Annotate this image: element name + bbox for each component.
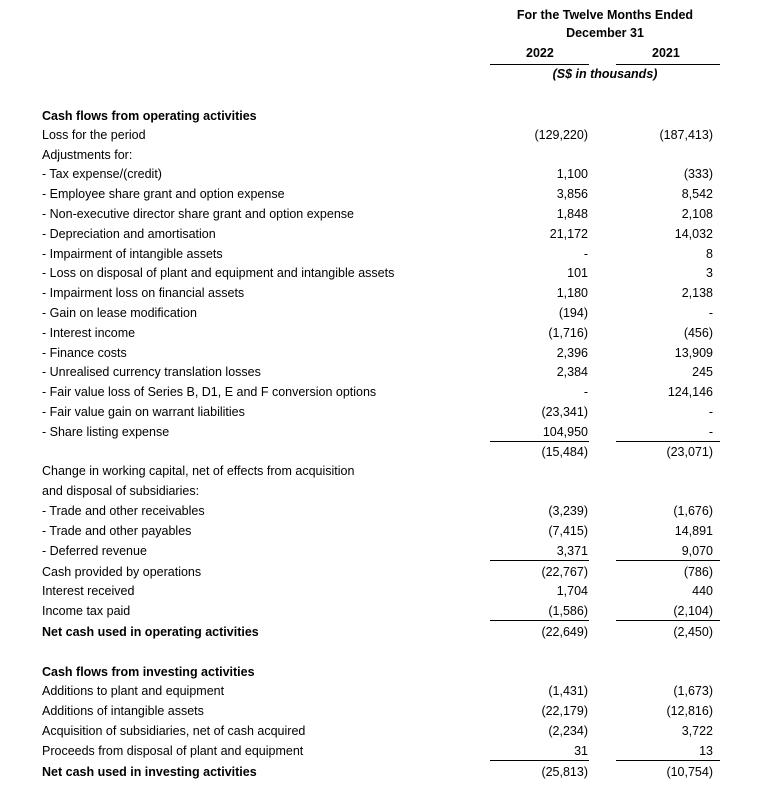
row-label: Acquisition of subsidiaries, net of cash acquired (42, 724, 306, 738)
table-row (0, 224, 769, 244)
value-2022: 21,172 (549, 227, 588, 241)
table-row (0, 402, 769, 422)
value-2022: (1,716) (548, 326, 588, 340)
table-row (0, 701, 769, 721)
row-label: - Unrealised currency translation losses (42, 365, 261, 379)
row-label: - Finance costs (42, 346, 127, 360)
subtotal-rule-2021 (616, 560, 720, 561)
table-row (0, 622, 769, 642)
table-row (0, 721, 769, 741)
value-2022: 2,384 (556, 365, 588, 379)
value-2021: 2,108 (681, 207, 713, 221)
row-label: Change in working capital, net of effects from acquisition (42, 464, 355, 478)
row-label: Net cash used in operating activities (42, 625, 259, 639)
table-row (0, 382, 769, 402)
value-2022: 1,848 (556, 207, 588, 221)
value-2021: (23,071) (666, 445, 713, 459)
row-label: Loss for the period (42, 128, 146, 142)
row-label: - Fair value loss of Series B, D1, E and F conversion options (42, 385, 377, 399)
table-row (0, 601, 769, 621)
value-2021: (2,104) (673, 604, 713, 618)
table-row (0, 562, 769, 582)
row-label: Adjustments for: (42, 148, 133, 162)
value-2022: - (583, 385, 588, 399)
value-2022: 1,100 (556, 167, 588, 181)
header-title-line1: For the Twelve Months Ended (516, 8, 694, 22)
row-label: - Tax expense/(credit) (42, 167, 162, 181)
row-label: - Interest income (42, 326, 136, 340)
table-row (0, 204, 769, 224)
value-2022: (22,767) (541, 565, 588, 579)
table-row (0, 501, 769, 521)
header-rule-2022 (490, 64, 589, 65)
value-2022: (23,341) (541, 405, 588, 419)
row-label: Additions to plant and equipment (42, 684, 225, 698)
row-label: Cash provided by operations (42, 565, 202, 579)
value-2021: (333) (683, 167, 713, 181)
value-2022: 104,950 (542, 425, 588, 439)
row-label: Additions of intangible assets (42, 704, 204, 718)
table-row (0, 184, 769, 204)
table-row (0, 481, 769, 501)
row-label: - Depreciation and amortisation (42, 227, 216, 241)
table-row (0, 362, 769, 382)
table-row (0, 762, 769, 782)
table-row (0, 461, 769, 481)
row-label: - Share listing expense (42, 425, 170, 439)
value-2021: (2,450) (673, 625, 713, 639)
table-row (0, 303, 769, 323)
value-2021: 13,909 (674, 346, 713, 360)
value-2021: 13 (699, 744, 713, 758)
value-2021: 8,542 (681, 187, 713, 201)
header-year-2021: 2021 (652, 46, 680, 60)
row-label: Net cash used in investing activities (42, 765, 257, 779)
table-row (0, 125, 769, 145)
header-year-2022: 2022 (526, 46, 554, 60)
value-2021: 14,891 (674, 524, 713, 538)
row-label: Interest received (42, 584, 135, 598)
value-2021: 8 (706, 247, 713, 261)
header-title-line2: December 31 (566, 26, 644, 40)
value-2022: 101 (567, 266, 588, 280)
value-2022: 3,856 (556, 187, 588, 201)
table-row (0, 164, 769, 184)
value-2022: 2,396 (556, 346, 588, 360)
table-row (0, 442, 769, 462)
table-row (0, 662, 769, 682)
row-label: Income tax paid (42, 604, 131, 618)
value-2021: (1,673) (673, 684, 713, 698)
table-row (0, 521, 769, 541)
value-2022: 1,704 (556, 584, 588, 598)
table-row (0, 541, 769, 561)
table-row (0, 741, 769, 761)
value-2022: - (583, 247, 588, 261)
table-row (0, 283, 769, 303)
value-2021: 14,032 (674, 227, 713, 241)
value-2022: (1,431) (548, 684, 588, 698)
value-2022: (2,234) (548, 724, 588, 738)
value-2022: (22,649) (541, 625, 588, 639)
value-2021: (1,676) (673, 504, 713, 518)
table-row (0, 106, 769, 126)
table-row (0, 323, 769, 343)
value-2021: (187,413) (659, 128, 713, 142)
row-label: and disposal of subsidiaries: (42, 484, 200, 498)
value-2022: (3,239) (548, 504, 588, 518)
row-label: Proceeds from disposal of plant and equipment (42, 744, 304, 758)
row-label: - Non-executive director share grant and option expense (42, 207, 354, 221)
header-unit: (S$ in thousands) (552, 67, 658, 81)
row-label: - Impairment loss on financial assets (42, 286, 245, 300)
value-2021: 3,722 (681, 724, 713, 738)
subtotal-rule-2022 (490, 620, 589, 621)
value-2021: 3 (706, 266, 713, 280)
subtotal-rule-2022 (490, 760, 589, 761)
table-row (0, 145, 769, 165)
row-label: Cash flows from investing activities (42, 665, 255, 679)
row-label: - Employee share grant and option expense (42, 187, 285, 201)
value-2021: 245 (692, 365, 713, 379)
value-2021: - (708, 425, 713, 439)
value-2022: 31 (574, 744, 588, 758)
value-2022: (129,220) (534, 128, 588, 142)
header-rule-2021 (616, 64, 720, 65)
row-label: - Trade and other receivables (42, 504, 205, 518)
table-row (0, 343, 769, 363)
row-label: Cash flows from operating activities (42, 109, 257, 123)
value-2022: (25,813) (541, 765, 588, 779)
value-2021: 9,070 (681, 544, 713, 558)
value-2021: 124,146 (667, 385, 713, 399)
value-2022: (22,179) (541, 704, 588, 718)
value-2021: (12,816) (666, 704, 713, 718)
row-label: - Fair value gain on warrant liabilities (42, 405, 245, 419)
table-row (0, 422, 769, 442)
value-2022: (1,586) (548, 604, 588, 618)
subtotal-rule-2021 (616, 760, 720, 761)
table-row (0, 681, 769, 701)
value-2021: - (708, 306, 713, 320)
value-2022: (7,415) (548, 524, 588, 538)
row-label: - Trade and other payables (42, 524, 192, 538)
value-2021: 440 (692, 584, 713, 598)
row-label: - Gain on lease modification (42, 306, 197, 320)
value-2021: (456) (683, 326, 713, 340)
table-row (0, 581, 769, 601)
row-label: - Impairment of intangible assets (42, 247, 223, 261)
value-2022: (194) (558, 306, 588, 320)
subtotal-rule-2022 (490, 560, 589, 561)
value-2022: 3,371 (556, 544, 588, 558)
row-label: - Loss on disposal of plant and equipment and intangible assets (42, 266, 395, 280)
row-label: - Deferred revenue (42, 544, 147, 558)
value-2021: - (708, 405, 713, 419)
value-2022: (15,484) (541, 445, 588, 459)
table-row (0, 263, 769, 283)
table-row (0, 244, 769, 264)
value-2021: 2,138 (681, 286, 713, 300)
subtotal-rule-2021 (616, 620, 720, 621)
value-2021: (10,754) (666, 765, 713, 779)
value-2022: 1,180 (556, 286, 588, 300)
value-2021: (786) (683, 565, 713, 579)
